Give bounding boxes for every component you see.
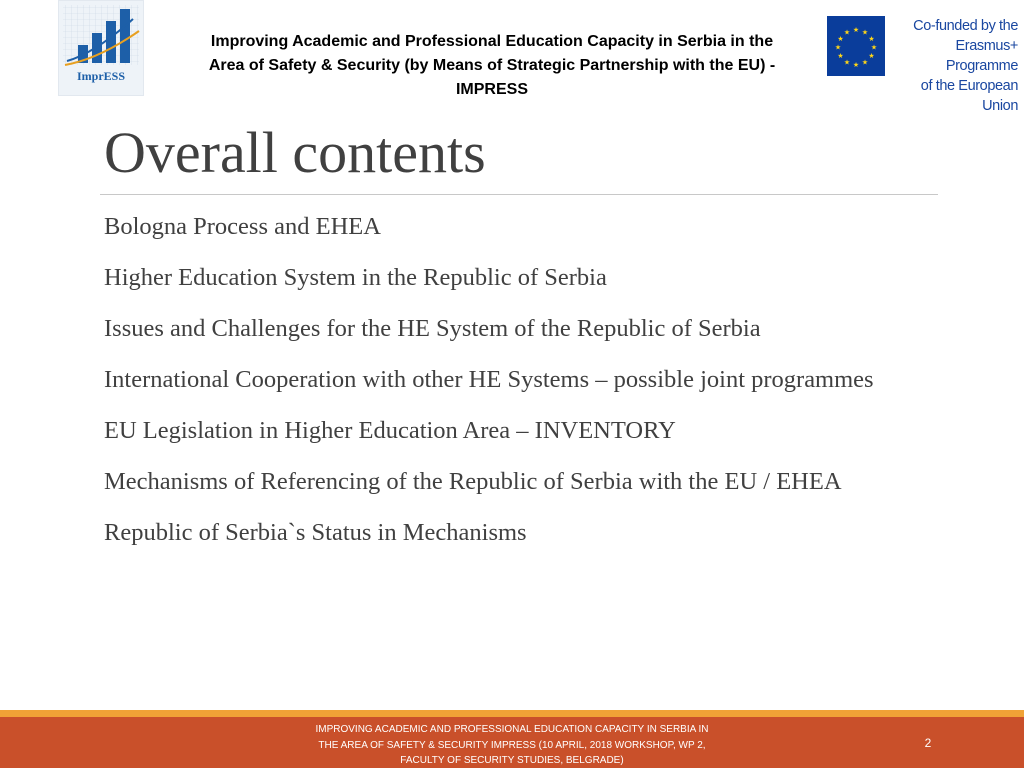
eu-text-line3: of the European Union <box>920 78 1018 114</box>
footer-band <box>0 717 1024 768</box>
impress-logo <box>58 0 144 96</box>
svg-text:★: ★ <box>843 28 851 37</box>
list-item: Mechanisms of Referencing of the Republic of Serbia with the EU / EHEA <box>104 468 842 495</box>
eu-stars-icon <box>827 16 885 76</box>
list-item: Republic of Serbia`s Status in Mechanisms <box>104 519 527 546</box>
svg-text:★: ★ <box>834 43 842 52</box>
page-title: Overall contents <box>104 120 486 185</box>
eu-cofunded-text <box>892 16 1018 116</box>
list-item: Bologna Process and EHEA <box>104 213 381 240</box>
svg-text:★: ★ <box>868 35 875 43</box>
project-title: Improving Academic and Professional Education Capacity in Serbia in the Area of Safety & Security (by Means of Strategic Partnership with the EU) - IMPRESS <box>208 33 776 98</box>
title-divider <box>100 194 938 195</box>
bar-chart-logo-icon <box>59 1 143 67</box>
svg-text:★: ★ <box>852 26 860 34</box>
list-item: EU Legislation in Higher Education Area – INVENTORY <box>104 417 676 444</box>
svg-text:★: ★ <box>843 58 851 67</box>
list-item: International Cooperation with other HE Systems – possible joint programmes <box>104 366 874 393</box>
eu-flag-icon <box>827 16 885 76</box>
logo-text: ImprESS <box>76 69 126 83</box>
svg-text:★: ★ <box>837 52 844 60</box>
svg-text:★: ★ <box>868 52 875 60</box>
page-number: 2 <box>924 736 932 750</box>
svg-text:★: ★ <box>861 28 869 37</box>
svg-text:★: ★ <box>852 61 860 69</box>
footer-accent-bar <box>0 710 1024 717</box>
eu-text-line1: Co-funded by the <box>913 18 1018 34</box>
svg-text:★: ★ <box>870 43 878 52</box>
list-item: Issues and Challenges for the HE System of the Republic of Serbia <box>104 315 761 342</box>
contents-list <box>104 211 924 568</box>
list-item: Higher Education System in the Republic of Serbia <box>104 264 607 291</box>
footer-text: IMPROVING ACADEMIC AND PROFESSIONAL EDUCATION CAPACITY IN SERBIA IN THE AREA OF SAFETY & SECURITY IMPRESS (10 APRIL, 2018 WORKSHOP, WP 2, FACULTY OF SECURITY STUDIES, BELGRADE) <box>315 724 709 766</box>
svg-text:★: ★ <box>861 58 869 67</box>
eu-text-line2: Erasmus+ Programme <box>945 38 1018 74</box>
svg-text:★: ★ <box>837 35 844 43</box>
